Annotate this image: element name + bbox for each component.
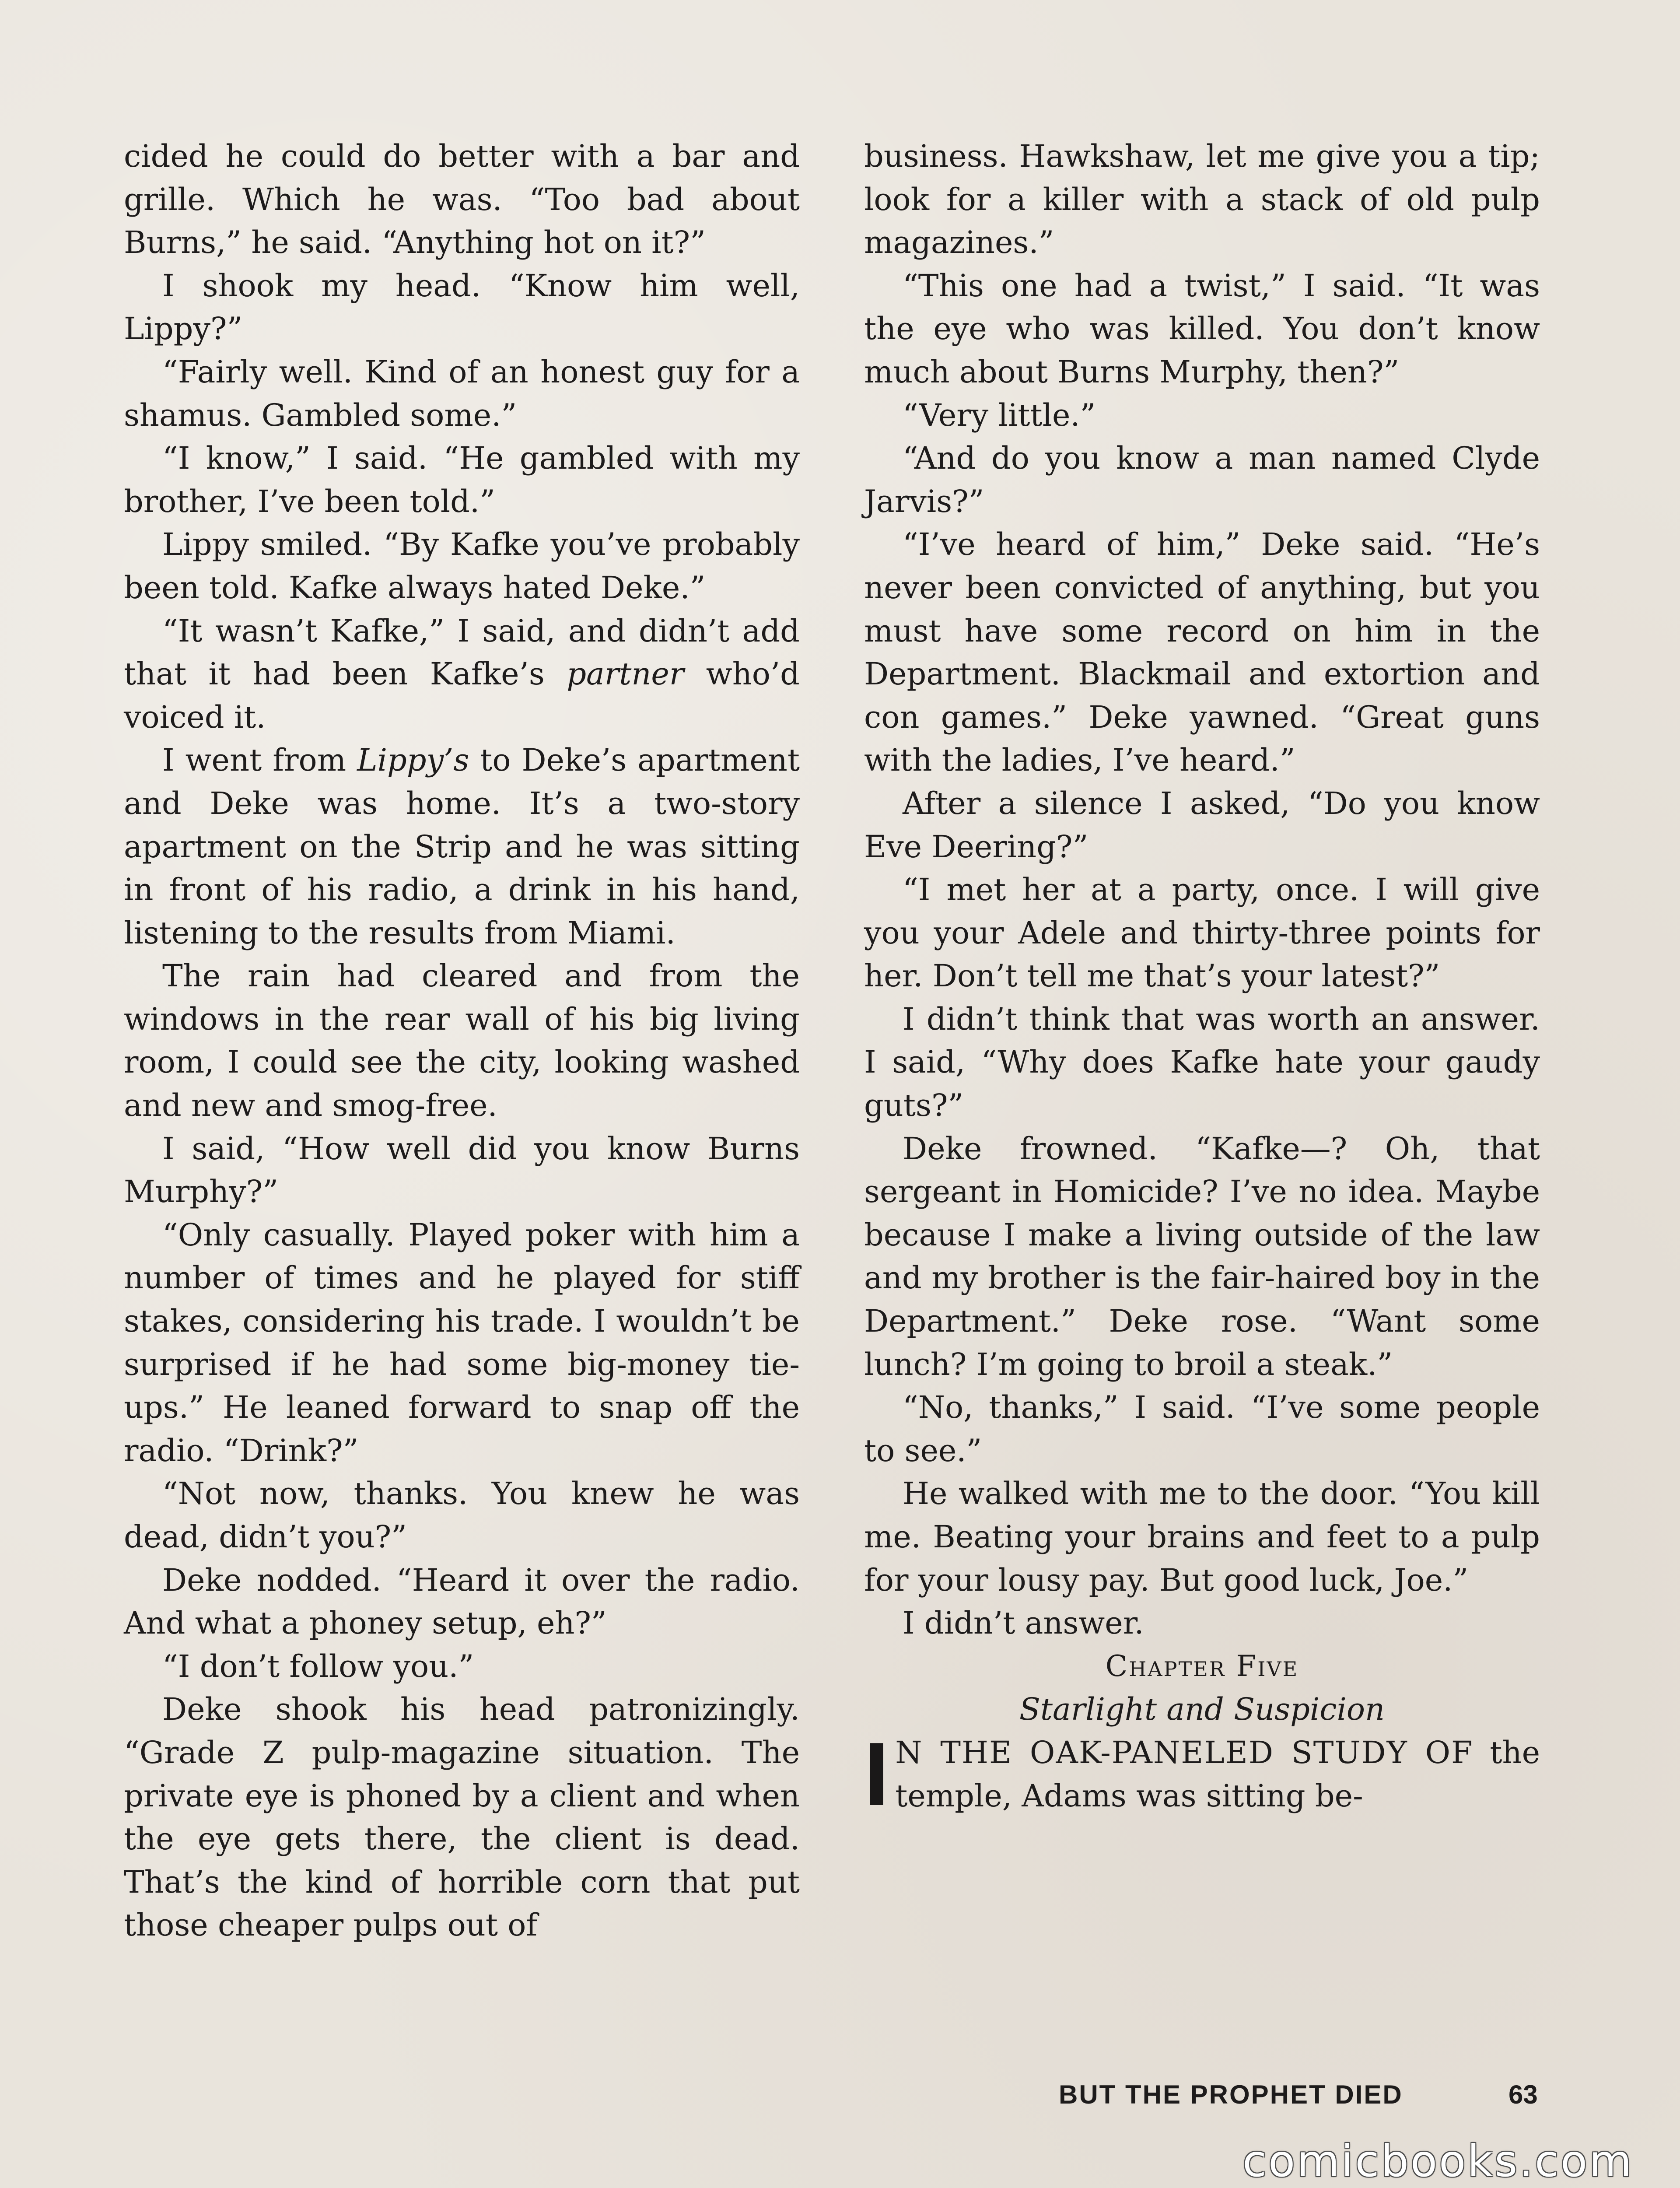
paragraph: “No, thanks,” I said. “I’ve some people to see.” [864,1389,1540,1469]
text-run: “It wasn’t Kafke,” I said, and didn’t add that it had been Kafke’s [124,613,800,692]
paragraph: Lippy smiled. “By Kafke you’ve probably been told. Kafke always hated Deke.” [124,526,800,606]
paragraph [124,739,800,954]
paragraph: “Not now, thanks. You knew he was dead, didn’t you?” [124,1476,800,1555]
right-column [864,135,1540,1824]
paragraph: “I met her at a party, once. I will give you your Adele and thirty-three points for her. Don’t tell me that’s your latest?” [864,872,1540,994]
text-run: who’d voiced it. [124,656,800,735]
paragraph [124,610,800,739]
watermark: comicbooks.com [1242,2135,1634,2187]
paragraph: cided he could do better with a bar and grille. Which he was. “Too bad about Burns,” he said. “Anything hot on it?” [124,138,800,261]
emphasis-lippys: Lippy’s [357,742,469,778]
paragraph: Deke shook his head patronizingly. “Grade Z pulp-magazine situation. The private eye is phoned by a client and when the eye gets there, the client is dead. That’s the kind of horrible corn that put those cheaper pulps out of [124,1691,800,1943]
paragraph: “This one had a twist,” I said. “It was the eye who was killed. You don’t know much about Burns Murphy, then?” [864,267,1540,390]
chapter-title: Starlight and Suspicion [1019,1691,1385,1728]
paragraph: “I know,” I said. “He gambled with my brother, I’ve been told.” [124,440,800,519]
paragraph: business. Hawkshaw, let me give you a tip; look for a killer with a stack of old pulp magazines.” [864,138,1540,261]
paragraph: I said, “How well did you know Burns Murphy?” [124,1130,800,1210]
drop-cap: I [864,1723,889,1824]
paragraph: “I don’t follow you.” [162,1648,474,1684]
paragraph: The rain had cleared and from the windows in the rear wall of his big living room, I could see the city, looking washed and new and smog-free. [124,958,800,1124]
paragraph: He walked with me to the door. “You kill me. Beating your brains and feet to a pulp for your lousy pay. But good luck, Joe.” [864,1476,1540,1598]
left-column [124,135,800,1947]
paragraph: I didn’t answer. [903,1605,1144,1641]
paragraph: Deke nodded. “Heard it over the radio. And what a phoney setup, eh?” [124,1562,800,1641]
paragraph: “Very little.” [903,397,1096,433]
text-run: to Deke’s apartment and Deke was home. It’s a two-story apartment on the Strip and he was sitting in front of his radio, a drink in his hand, listening to the results from Miami. [124,742,800,951]
running-head: BUT THE PROPHET DIED [1059,2080,1403,2109]
opening-caps: N THE OAK-PANELED STUDY OF [895,1734,1474,1771]
paragraph: “Fairly well. Kind of an honest guy for a shamus. Gambled some.” [124,354,800,433]
paragraph: “I’ve heard of him,” Deke said. “He’s never been convicted of anything, but you must have some record on him in the Department. Blackmail and extortion and con games.” Deke yawned. “Great guns with the ladies, I’ve heard.” [864,526,1540,778]
emphasis-partner: partner [567,656,684,692]
paragraph: I shook my head. “Know him well, Lippy?” [124,267,800,347]
paragraph: Deke frowned. “Kafke—? Oh, that sergeant in Homicide? I’ve no idea. Maybe because I make a living outside of the law and my brother is the fair-haired boy in the Department.” Deke rose. “Want some lunch? I’m going to broil a steak.” [864,1130,1540,1382]
paragraph: “Only casually. Played poker with him a number of times and he played for stiff stakes, considering his trade. I wouldn’t be surprised if he had some big-money tie-ups.” He leaned forward to snap off the radio. “Drink?” [124,1217,800,1469]
paragraph: “And do you know a man named Clyde Jarvis?” [864,440,1540,519]
chapter-heading: Chapter Five [1105,1649,1299,1683]
paragraph: I didn’t think that was worth an answer. I said, “Why does Kafke hate your gaudy guts?” [864,1001,1540,1124]
page-number: 63 [1508,2080,1538,2109]
text-run: I went from [162,742,357,778]
chapter-opening-paragraph [864,1723,1540,1824]
paragraph: After a silence I asked, “Do you know Eve Deering?” [864,785,1540,865]
opening-text: the temple, Adams was sitting be- [895,1734,1540,1814]
